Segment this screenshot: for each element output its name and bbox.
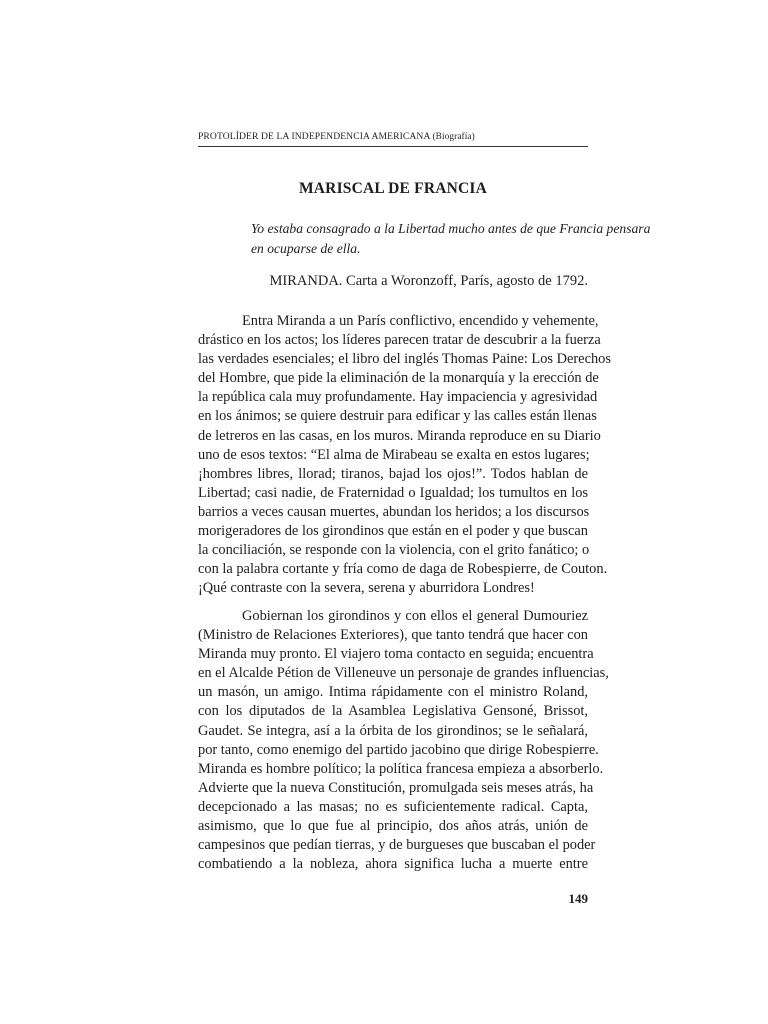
text-line: ¡Qué contraste con la severa, serena y aburridora Londres!: [198, 580, 535, 597]
text-line: con los diputados de la Asamblea Legislativa Gensoné, Brissot,: [198, 703, 588, 720]
text-line: por tanto, como enemigo del partido jacobino que dirige Robespierre.: [198, 741, 599, 758]
text-line: la república cala muy profundamente. Hay impaciencia y agresividad: [198, 389, 598, 406]
body-paragraph: [198, 607, 609, 874]
text-line: combatiendo a la nobleza, ahora significa lucha a muerte entre: [198, 856, 588, 873]
text-line: uno de esos textos: “El alma de Mirabeau se exalta en estos lugares;: [198, 446, 590, 463]
text-line: barrios a veces causan muertes, abundan los heridos; a los discursos: [198, 503, 590, 520]
text-line: ¡hombres libres, llorad; tiranos, bajad los ojos!”. Todos hablan de: [198, 465, 588, 482]
text-line: campesinos que pedían tierras, y de burgueses que buscaban el poder: [198, 837, 596, 854]
epigraph: [251, 219, 651, 259]
text-line: Entra Miranda a un París conflictivo, encendido y vehemente,: [242, 313, 599, 329]
epigraph-attribution: MIRANDA. Carta a Woronzoff, París, agosto de 1792.: [269, 273, 588, 289]
text-line: las verdades esenciales; el libro del inglés Thomas Paine: Los Derechos: [198, 351, 611, 368]
running-header-subtitle: (Biografía): [432, 132, 475, 142]
body-paragraph: [198, 312, 611, 598]
text-line: (Ministro de Relaciones Exteriores), que tanto tendrá que hacer con: [198, 627, 588, 644]
page-number: 149: [568, 891, 588, 906]
text-line: decepcionado a las masas; no es suficientemente radical. Capta,: [198, 798, 588, 815]
text-line: Libertad; casi nadie, de Fraternidad o Igualdad; los tumultos en los: [198, 484, 588, 501]
running-header: [198, 131, 588, 142]
text-line: Advierte que la nueva Constitución, promulgada seis meses atrás, ha: [198, 779, 594, 796]
header-rule: [198, 146, 588, 147]
text-line: en los ánimos; se quiere destruir para edificar y las calles están llenas: [198, 408, 597, 425]
text-line: Gaudet. Se integra, así a la órbita de los girondinos; se le señalará,: [198, 722, 588, 739]
text-line: drástico en los actos; los líderes parecen tratar de descubrir a la fuerza: [198, 332, 601, 349]
text-line: con la palabra cortante y fría como de daga de Robespierre, de Couton.: [198, 561, 608, 578]
text-line: de letreros en las casas, en los muros. Miranda reproduce en su Diario: [198, 427, 601, 444]
text-line: Gobiernan los girondinos y con ellos el general Dumouriez: [242, 608, 588, 624]
text-line: un masón, un amigo. Intima rápidamente con el ministro Roland,: [198, 684, 588, 701]
text-line: del Hombre, que pide la eliminación de la monarquía y la erección de: [198, 370, 599, 387]
epigraph-line: Yo estaba consagrado a la Libertad mucho antes de que Francia pensara: [251, 221, 651, 236]
text-line: asimismo, que lo que fue al principio, dos años atrás, unión de: [198, 818, 588, 835]
text-line: Miranda muy pronto. El viajero toma contacto en seguida; encuentra: [198, 646, 594, 663]
text-line: en el Alcalde Pétion de Villeneuve un personaje de grandes influencias,: [198, 665, 609, 682]
text-line: morigeradores de los girondinos que están en el poder y que buscan: [198, 523, 588, 540]
text-line: Miranda es hombre político; la política francesa empieza a absorberlo.: [198, 760, 604, 777]
text-line: la conciliación, se responde con la violencia, con el grito fanático; o: [198, 542, 590, 559]
epigraph-line: en ocuparse de ella.: [251, 241, 361, 256]
chapter-title: MARISCAL DE FRANCIA: [298, 180, 488, 197]
running-header-title: PROTOLÍDER DE LA INDEPENDENCIA AMERICANA: [198, 131, 430, 142]
